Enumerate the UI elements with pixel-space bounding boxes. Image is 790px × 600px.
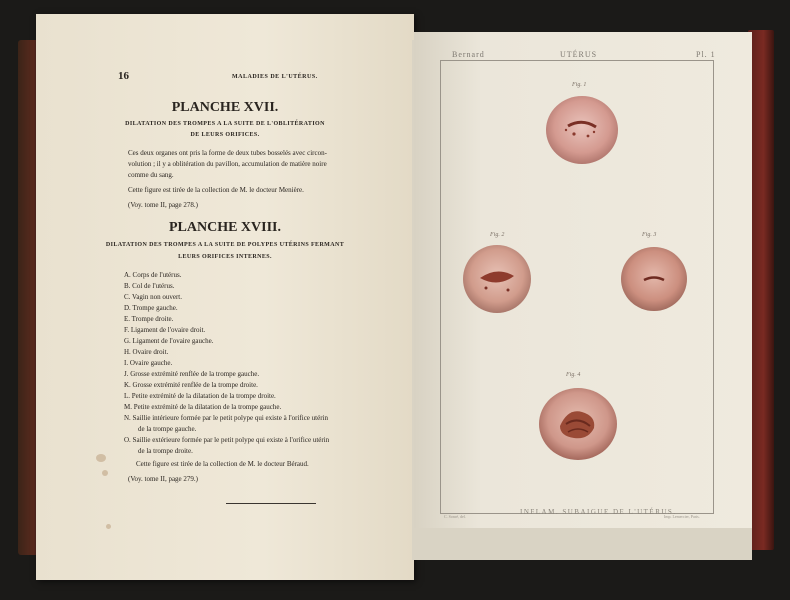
legend-item: L. Petite extrémité de la dilatation de la trompe droite. bbox=[124, 392, 276, 400]
plate-author: Bernard bbox=[452, 50, 485, 59]
legend-item: I. Ovaire gauche. bbox=[124, 359, 173, 367]
figure-1-label: Fig. 1 bbox=[572, 82, 587, 88]
plate-17-paragraph-line: volution ; il y a oblitération du pavillon, accumulation de matière noire bbox=[128, 160, 327, 168]
legend-item: M. Petite extrémité de la dilatation de la trompe gauche. bbox=[124, 403, 282, 411]
legend-item: O. Saillie extérieure formée par le petit polype qui existe à l'orifice utérin bbox=[124, 436, 330, 444]
legend-item: B. Col de l'utérus. bbox=[124, 282, 175, 290]
closing-rule bbox=[226, 503, 316, 504]
legend-item: D. Trompe gauche. bbox=[124, 304, 178, 312]
legend-item: K. Grosse extrémité renflée de la trompe droite. bbox=[124, 381, 258, 389]
legend-item: F. Ligament de l'ovaire droit. bbox=[124, 326, 206, 334]
page-number: 16 bbox=[118, 70, 129, 82]
plate-caption: INFLAM. SUBAIGUE DE L'UTÉRUS. bbox=[520, 508, 677, 516]
legend-item: N. Saillie intérieure formée par le petit polype qui existe à l'orifice utérin bbox=[124, 414, 328, 422]
figure-4-label: Fig. 4 bbox=[566, 372, 581, 378]
plate-17-reference: (Voy. tome II, page 278.) bbox=[128, 201, 198, 209]
legend-item-continuation: de la trompe gauche. bbox=[138, 425, 197, 433]
legend-item: J. Grosse extrémité renflée de la trompe gauche. bbox=[124, 370, 260, 378]
plate-17-paragraph-line: Ces deux organes ont pris la forme de deux tubes bosselés avec circon- bbox=[128, 149, 327, 157]
legend-item: H. Ovaire droit. bbox=[124, 348, 169, 356]
plate-17-title: PLANCHE XVII. bbox=[171, 100, 279, 115]
plate-17-source: Cette figure est tirée de la collection de M. le docteur Menière. bbox=[128, 186, 304, 194]
plate-18-reference: (Voy. tome II, page 279.) bbox=[128, 475, 198, 483]
printer-credit: Imp. Lemercier, Paris. bbox=[664, 514, 700, 519]
artist-credit: C. Sonré, del. bbox=[444, 514, 466, 519]
figure-3-label: Fig. 3 bbox=[642, 232, 657, 238]
plate-number: Pl. 1 bbox=[696, 50, 716, 59]
left-page bbox=[36, 14, 414, 580]
plate-18-subtitle-1: DILATATION DES TROMPES A LA SUITE DE POLYPES UTÉRINS FERMANT bbox=[105, 242, 345, 248]
legend-item: E. Trompe droite. bbox=[124, 315, 174, 323]
figure-2-label: Fig. 2 bbox=[490, 232, 505, 238]
running-head: MALADIES DE L'UTÉRUS. bbox=[232, 74, 318, 80]
foxing-stain bbox=[96, 454, 106, 462]
legend-item: G. Ligament de l'ovaire gauche. bbox=[124, 337, 214, 345]
foxing-stain bbox=[102, 470, 108, 476]
figure-2-illustration bbox=[462, 244, 532, 314]
legend-item: A. Corps de l'utérus. bbox=[124, 271, 182, 279]
plate-18-source: Cette figure est tirée de la collection de M. le docteur Béraud. bbox=[136, 460, 309, 468]
figure-1-illustration bbox=[544, 94, 620, 166]
figure-4-illustration bbox=[538, 386, 618, 462]
legend-item-continuation: de la trompe droite. bbox=[138, 447, 193, 455]
plate-17-subtitle-2: DE LEURS ORIFICES. bbox=[190, 132, 260, 138]
legend-item: C. Vagin non ouvert. bbox=[124, 293, 183, 301]
plate-17-subtitle-1: DILATATION DES TROMPES A LA SUITE DE L'OBLITÉRATION bbox=[125, 121, 325, 127]
foxing-stain bbox=[106, 524, 111, 529]
plate-18-title: PLANCHE XVIII. bbox=[168, 220, 281, 235]
plate-title: UTÉRUS bbox=[560, 50, 598, 59]
plate-17-paragraph-line: comme du sang. bbox=[128, 171, 174, 179]
figure-3-illustration bbox=[620, 246, 688, 312]
plate-18-subtitle-2: LEURS ORIFICES INTERNES. bbox=[178, 254, 272, 260]
